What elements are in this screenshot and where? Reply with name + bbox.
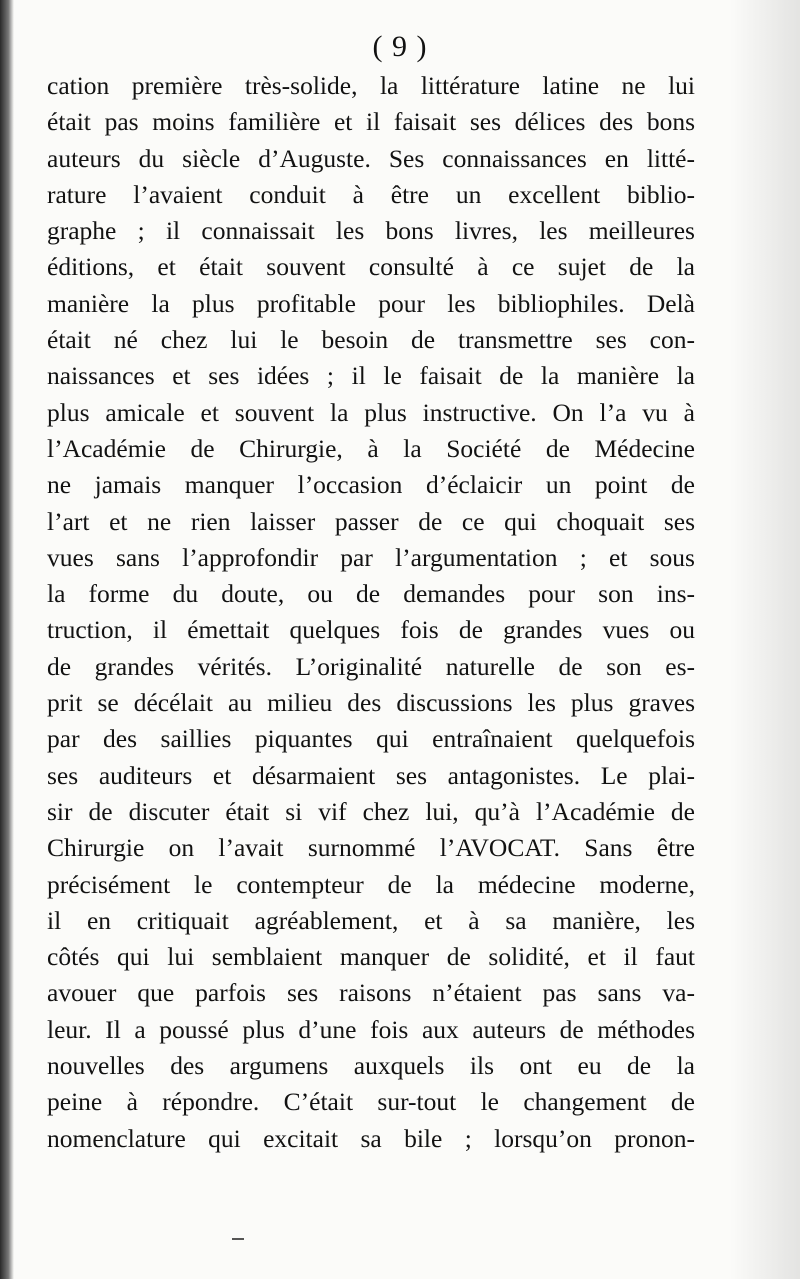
text-line: était pas moins familière et il faisait ses délices des bons [47,107,695,137]
text-line: l’Académie de Chirurgie, à la Société de Médecine [47,433,695,463]
text-line: la forme du doute, ou de demandes pour son ins- [47,579,695,609]
body-text [47,68,695,1157]
text-line: cation première très-solide, la littérature latine ne lui [47,71,695,100]
text-line: plus amicale et souvent la plus instructive. On l’a vu à [47,397,695,427]
text-line: nouvelles des argumens auxquels ils ont eu de la [47,1051,695,1081]
text-line: naissances et ses idées ; il le faisait de la manière la [47,361,695,391]
text-line: vues sans l’approfondir par l’argumentation ; et sous [47,542,695,572]
text-line: Chirurgie on l’avait surnommé l’AVOCAT. Sans être [47,833,695,863]
text-line: leur. Il a poussé plus d’une fois aux auteurs de méthodes [47,1014,695,1044]
text-line: sir de discuter était si vif chez lui, qu’à l’Académie de [47,796,695,826]
text-line: truction, il émettait quelques fois de grandes vues ou [47,615,695,645]
text-line: graphe ; il connaissait les bons livres, les meilleures [47,216,695,246]
text-line: l’art et ne rien laisser passer de ce qui choquait ses [47,506,695,536]
text-line: peine à répondre. C’était sur-tout le changement de [47,1087,695,1117]
page-number: ( 9 ) [372,30,428,63]
text-line: ne jamais manquer l’occasion d’éclaicir un point de [47,470,695,500]
text-line: ses auditeurs et désarmaient ses antagonistes. Le plai- [47,760,695,790]
text-line: précisément le contempteur de la médecine moderne, [47,869,695,899]
text-line: rature l’avaient conduit à être un excellent biblio- [47,179,695,209]
text-line: manière la plus profitable pour les bibliophiles. Delà [47,288,695,318]
text-line: prit se décélait au milieu des discussions les plus graves [47,688,695,718]
text-line: auteurs du siècle d’Auguste. Ses connaissances en litté- [47,143,695,173]
page-edge-shadow [730,0,800,1279]
signature-mark [232,1238,244,1240]
text-line: était né chez lui le besoin de transmettre ses con- [47,325,695,355]
text-line: par des saillies piquantes qui entraînaient quelquefois [47,724,695,754]
text-line: nomenclature qui excitait sa bile ; lorsqu’on pronon- [47,1123,695,1153]
text-line: de grandes vérités. L’originalité naturelle de son es- [47,651,695,681]
text-line: il en critiquait agréablement, et à sa manière, les [47,905,695,935]
page-gutter-shadow [0,0,14,1279]
text-line: côtés qui lui semblaient manquer de solidité, et il faut [47,942,695,972]
text-line: avouer que parfois ses raisons n’étaient pas sans va- [47,978,695,1008]
text-line: éditions, et était souvent consulté à ce sujet de la [47,252,695,282]
